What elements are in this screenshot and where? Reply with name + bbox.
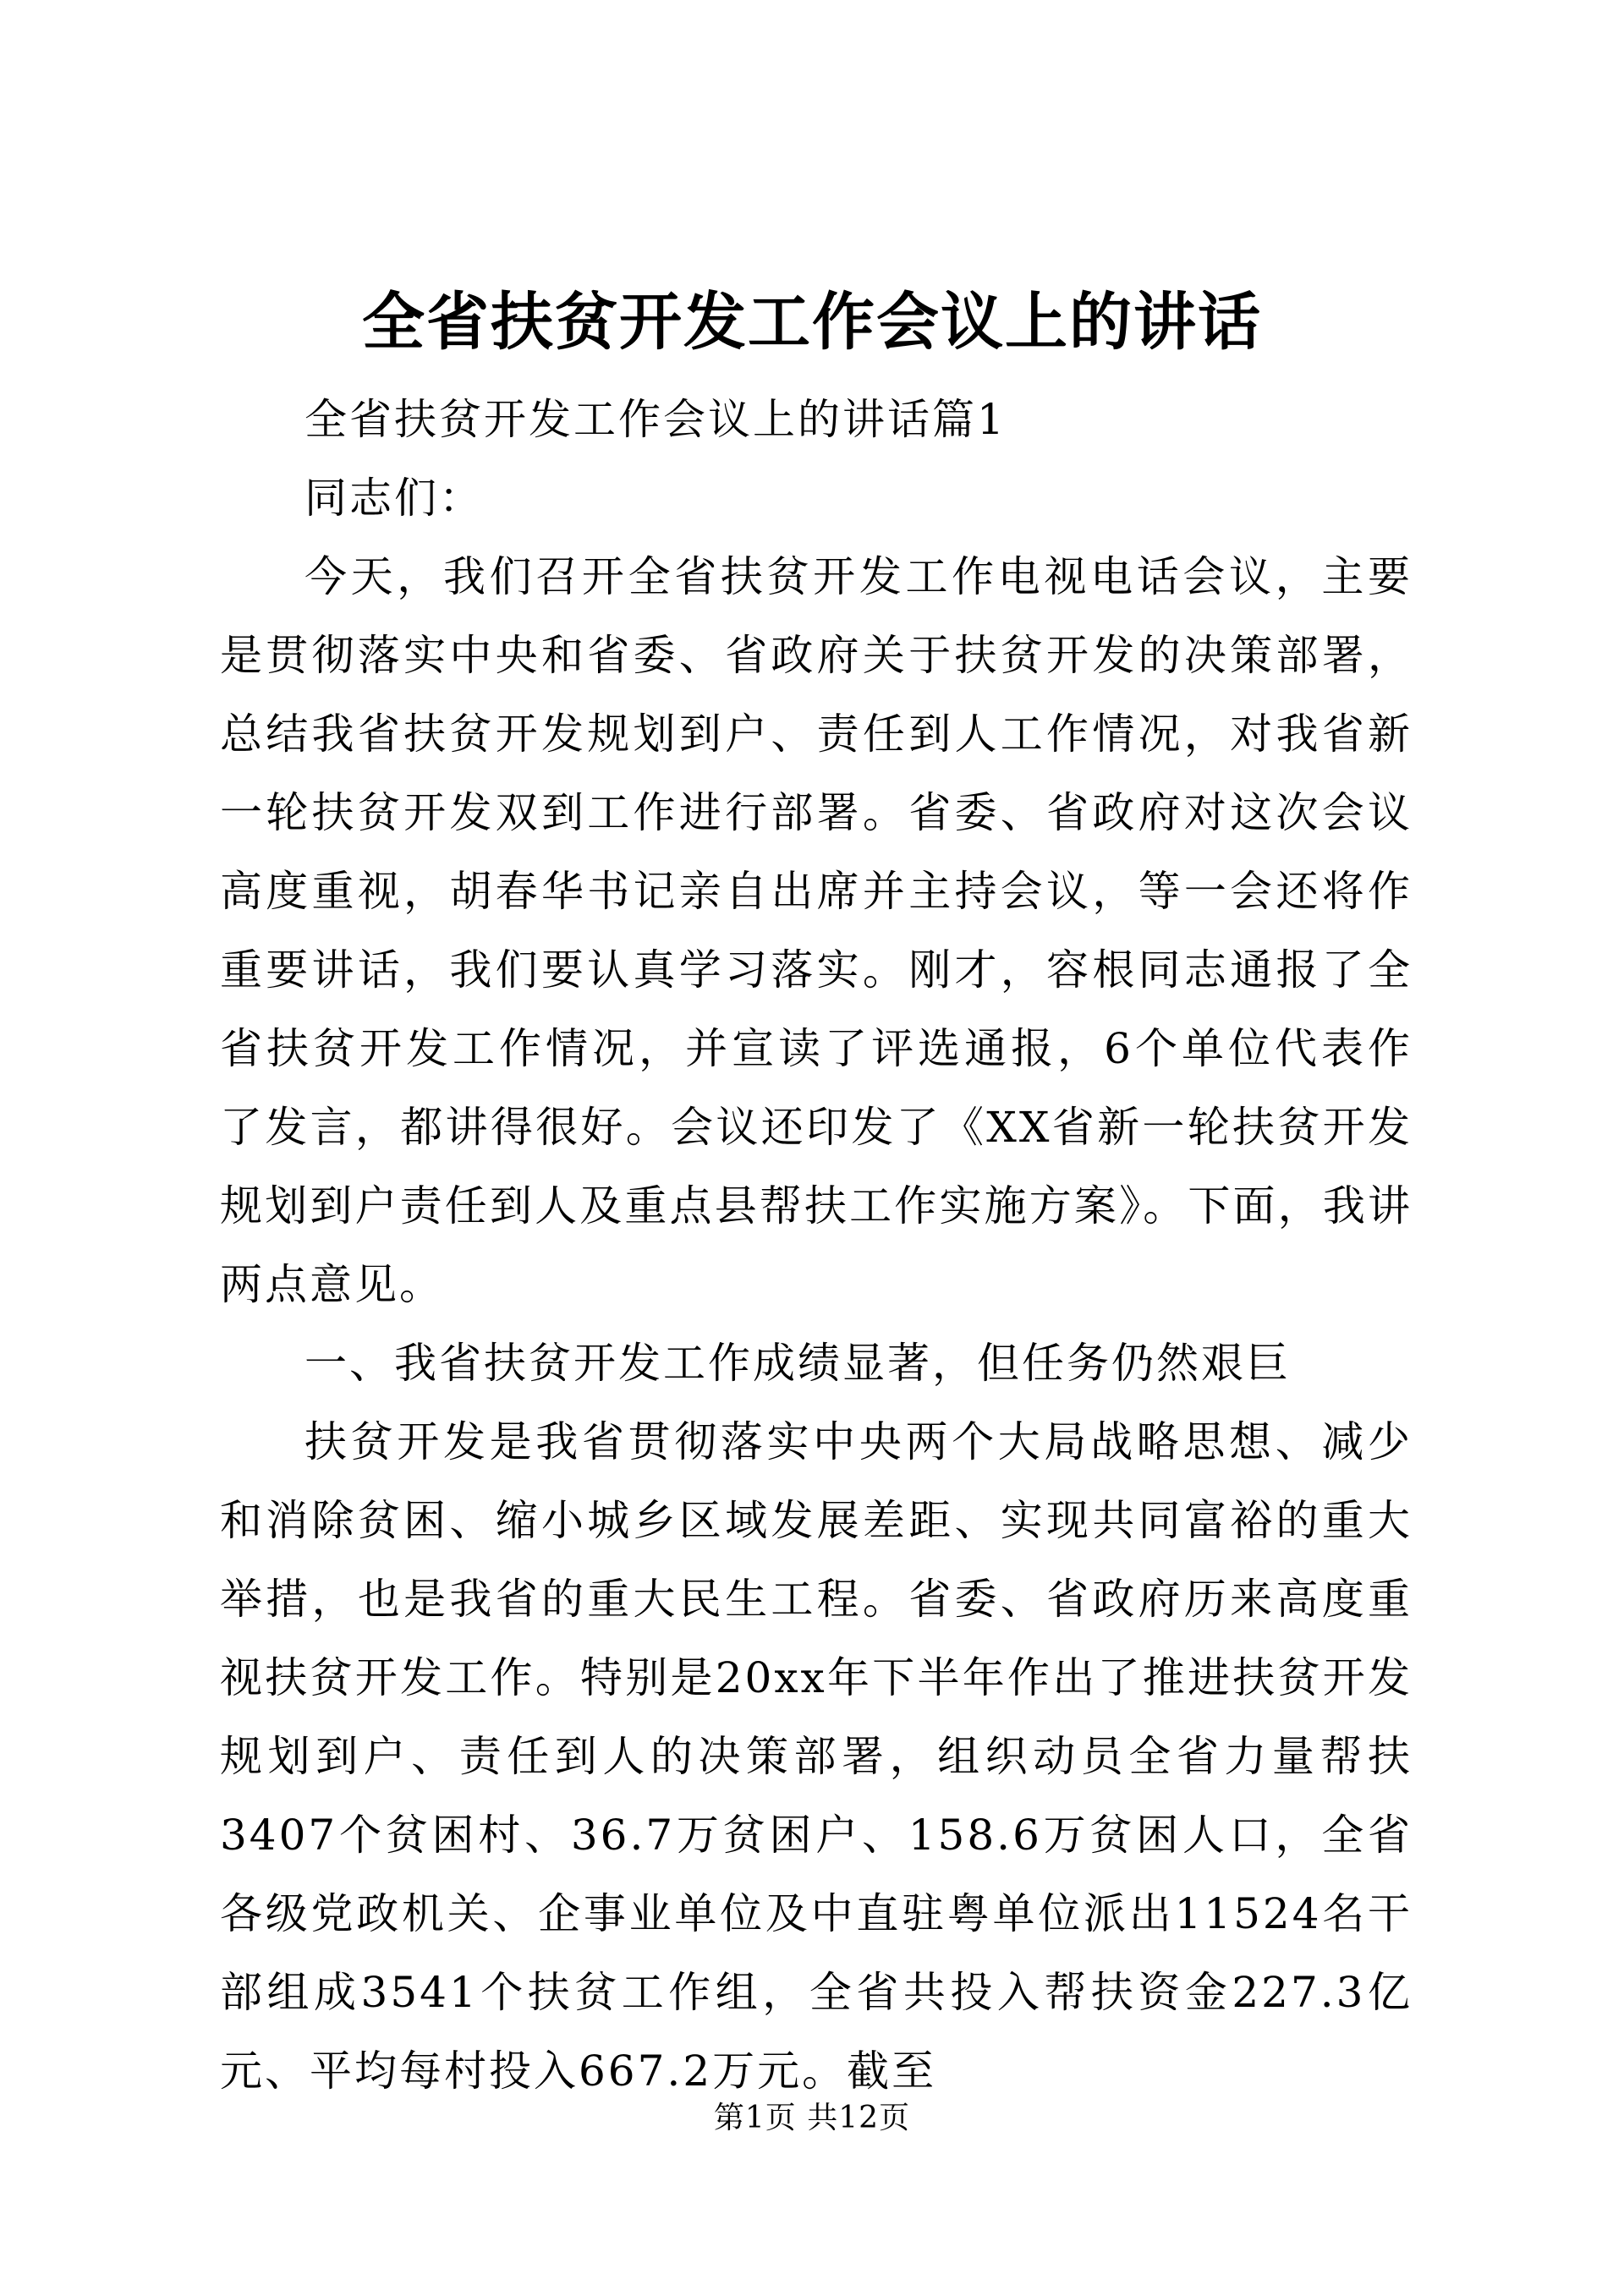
document-body [220,381,1413,2111]
salutation: 同志们： [304,474,484,523]
paragraph: 今天，我们召开全省扶贫开发工作电视电话会议，主要是贯彻落实中央和省委、省政府关于扶贫开发的决策部署，总结我省扶贫开发规划到户、责任到人工作情况，对我省新一轮扶贫开发双到工作进行部署。省委、省政府对这次会议高度重视，胡春华书记亲自出席并主持会议，等一会还将作重要讲话，我们要认真学习落实。刚才，容根同志通报了全省扶贫开发工作情况，并宣读了评选通报，6个单位代表作了发言，都讲得很好。会议还印发了《XX省新一轮扶贫开发规划到户责任到人及重点县帮扶工作实施方案》。下面，我讲两点意见。 [220,552,1413,1309]
page-number: 第1页 共12页 [713,2101,911,2135]
subheading: 一、我省扶贫开发工作成绩显著，但任务仍然艰巨 [304,1339,1291,1388]
document-title: 全省扶贫开发工作会议上的讲话 [362,286,1262,359]
page-footer [0,2097,1624,2140]
paragraph: 扶贫开发是我省贯彻落实中央两个大局战略思想、减少和消除贫困、缩小城乡区域发展差距、实现共同富裕的重大举措，也是我省的重大民生工程。省委、省政府历来高度重视扶贫开发工作。特别是20xx年下半年作出了推进扶贫开发规划到户、责任到人的决策部署，组织动员全省力量帮扶3407个贫困村、36.7万贫困户、158.6万贫困人口，全省各级党政机关、企事业单位及中直驻粤单位派出11524名干部组成3541个扶贫工作组，全省共投入帮扶资金227.3亿元、平均每村投入667.2万元。截至 [220,1417,1413,2096]
section-heading: 全省扶贫开发工作会议上的讲话篇1 [304,395,1007,444]
